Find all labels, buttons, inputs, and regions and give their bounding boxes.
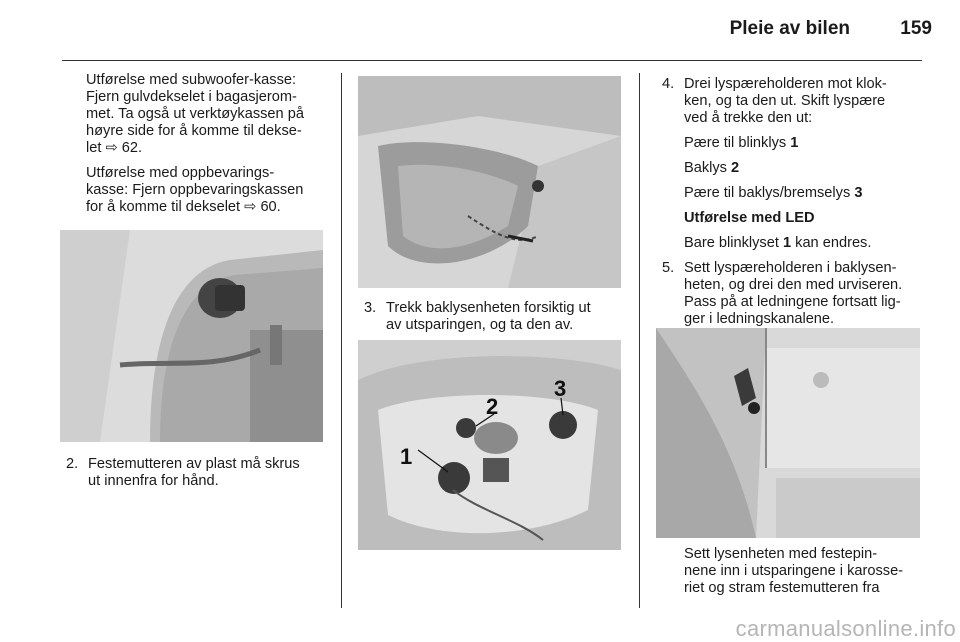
step-3 (364, 300, 624, 342)
figure-taillight-removal (358, 76, 621, 288)
figure-plastic-nut (60, 230, 323, 442)
callout-3: 3 (554, 376, 567, 401)
figure-light-unit-install (656, 328, 920, 538)
step-4-item: 4. Drei lyspæreholderen mot klok- ken, og ta den ut. Skift lyspære ved å trekke den ut: (662, 76, 887, 126)
bulb-tail-light: Baklys 2 (684, 160, 740, 176)
column-divider-1 (341, 73, 342, 608)
bulb-turn-signal: Pære til blinklys 1 (684, 135, 799, 151)
led-note: Bare blinklyset 1 kan endres. (684, 235, 872, 251)
header-rule (62, 60, 922, 61)
step-5-item: 5. Sett lyspæreholderen i baklysen- heten, og drei den med urviseren. Pass på at ledningene fortsatt lig- ger i ledningskanalene. (662, 260, 903, 327)
column-1 (86, 72, 336, 224)
step-3-item: 3. Trekk baklysenheten forsiktig ut av utsparingen, og ta den av. (364, 300, 591, 333)
led-heading: Utførelse med LED (684, 210, 815, 226)
page-number: 159 (900, 18, 932, 39)
paragraph-storage-box: Utførelse med oppbevarings- kasse: Fjern oppbevaringskassen for å komme til dekselet ⇨ 60. (86, 165, 304, 215)
paragraph-subwoofer: Utførelse med subwoofer-kasse: Fjern gulvdekselet i bagasjerom- met. Ta også ut verktøykassen på høyre side for å komme til dekse- let ⇨ 62. (86, 72, 304, 156)
step-2-item: 2. Festemutteren av plast må skrus ut innenfra for hånd. (66, 456, 300, 489)
final-instruction: Sett lysenheten med festepin- nene inn i utsparingene i karosse- riet og stram festemutteren fra (684, 546, 904, 596)
column-3 (662, 76, 926, 336)
callout-1: 1 (400, 444, 413, 469)
section-title: Pleie av bilen (729, 18, 850, 39)
callout-2: 2 (486, 394, 499, 419)
column-divider-2 (639, 73, 640, 608)
step-2 (66, 456, 331, 498)
bulb-brake-light: Pære til baklys/bremselys 3 (684, 185, 863, 201)
watermark: carmanualsonline.info (735, 616, 956, 641)
figure-bulb-holders (358, 340, 621, 550)
